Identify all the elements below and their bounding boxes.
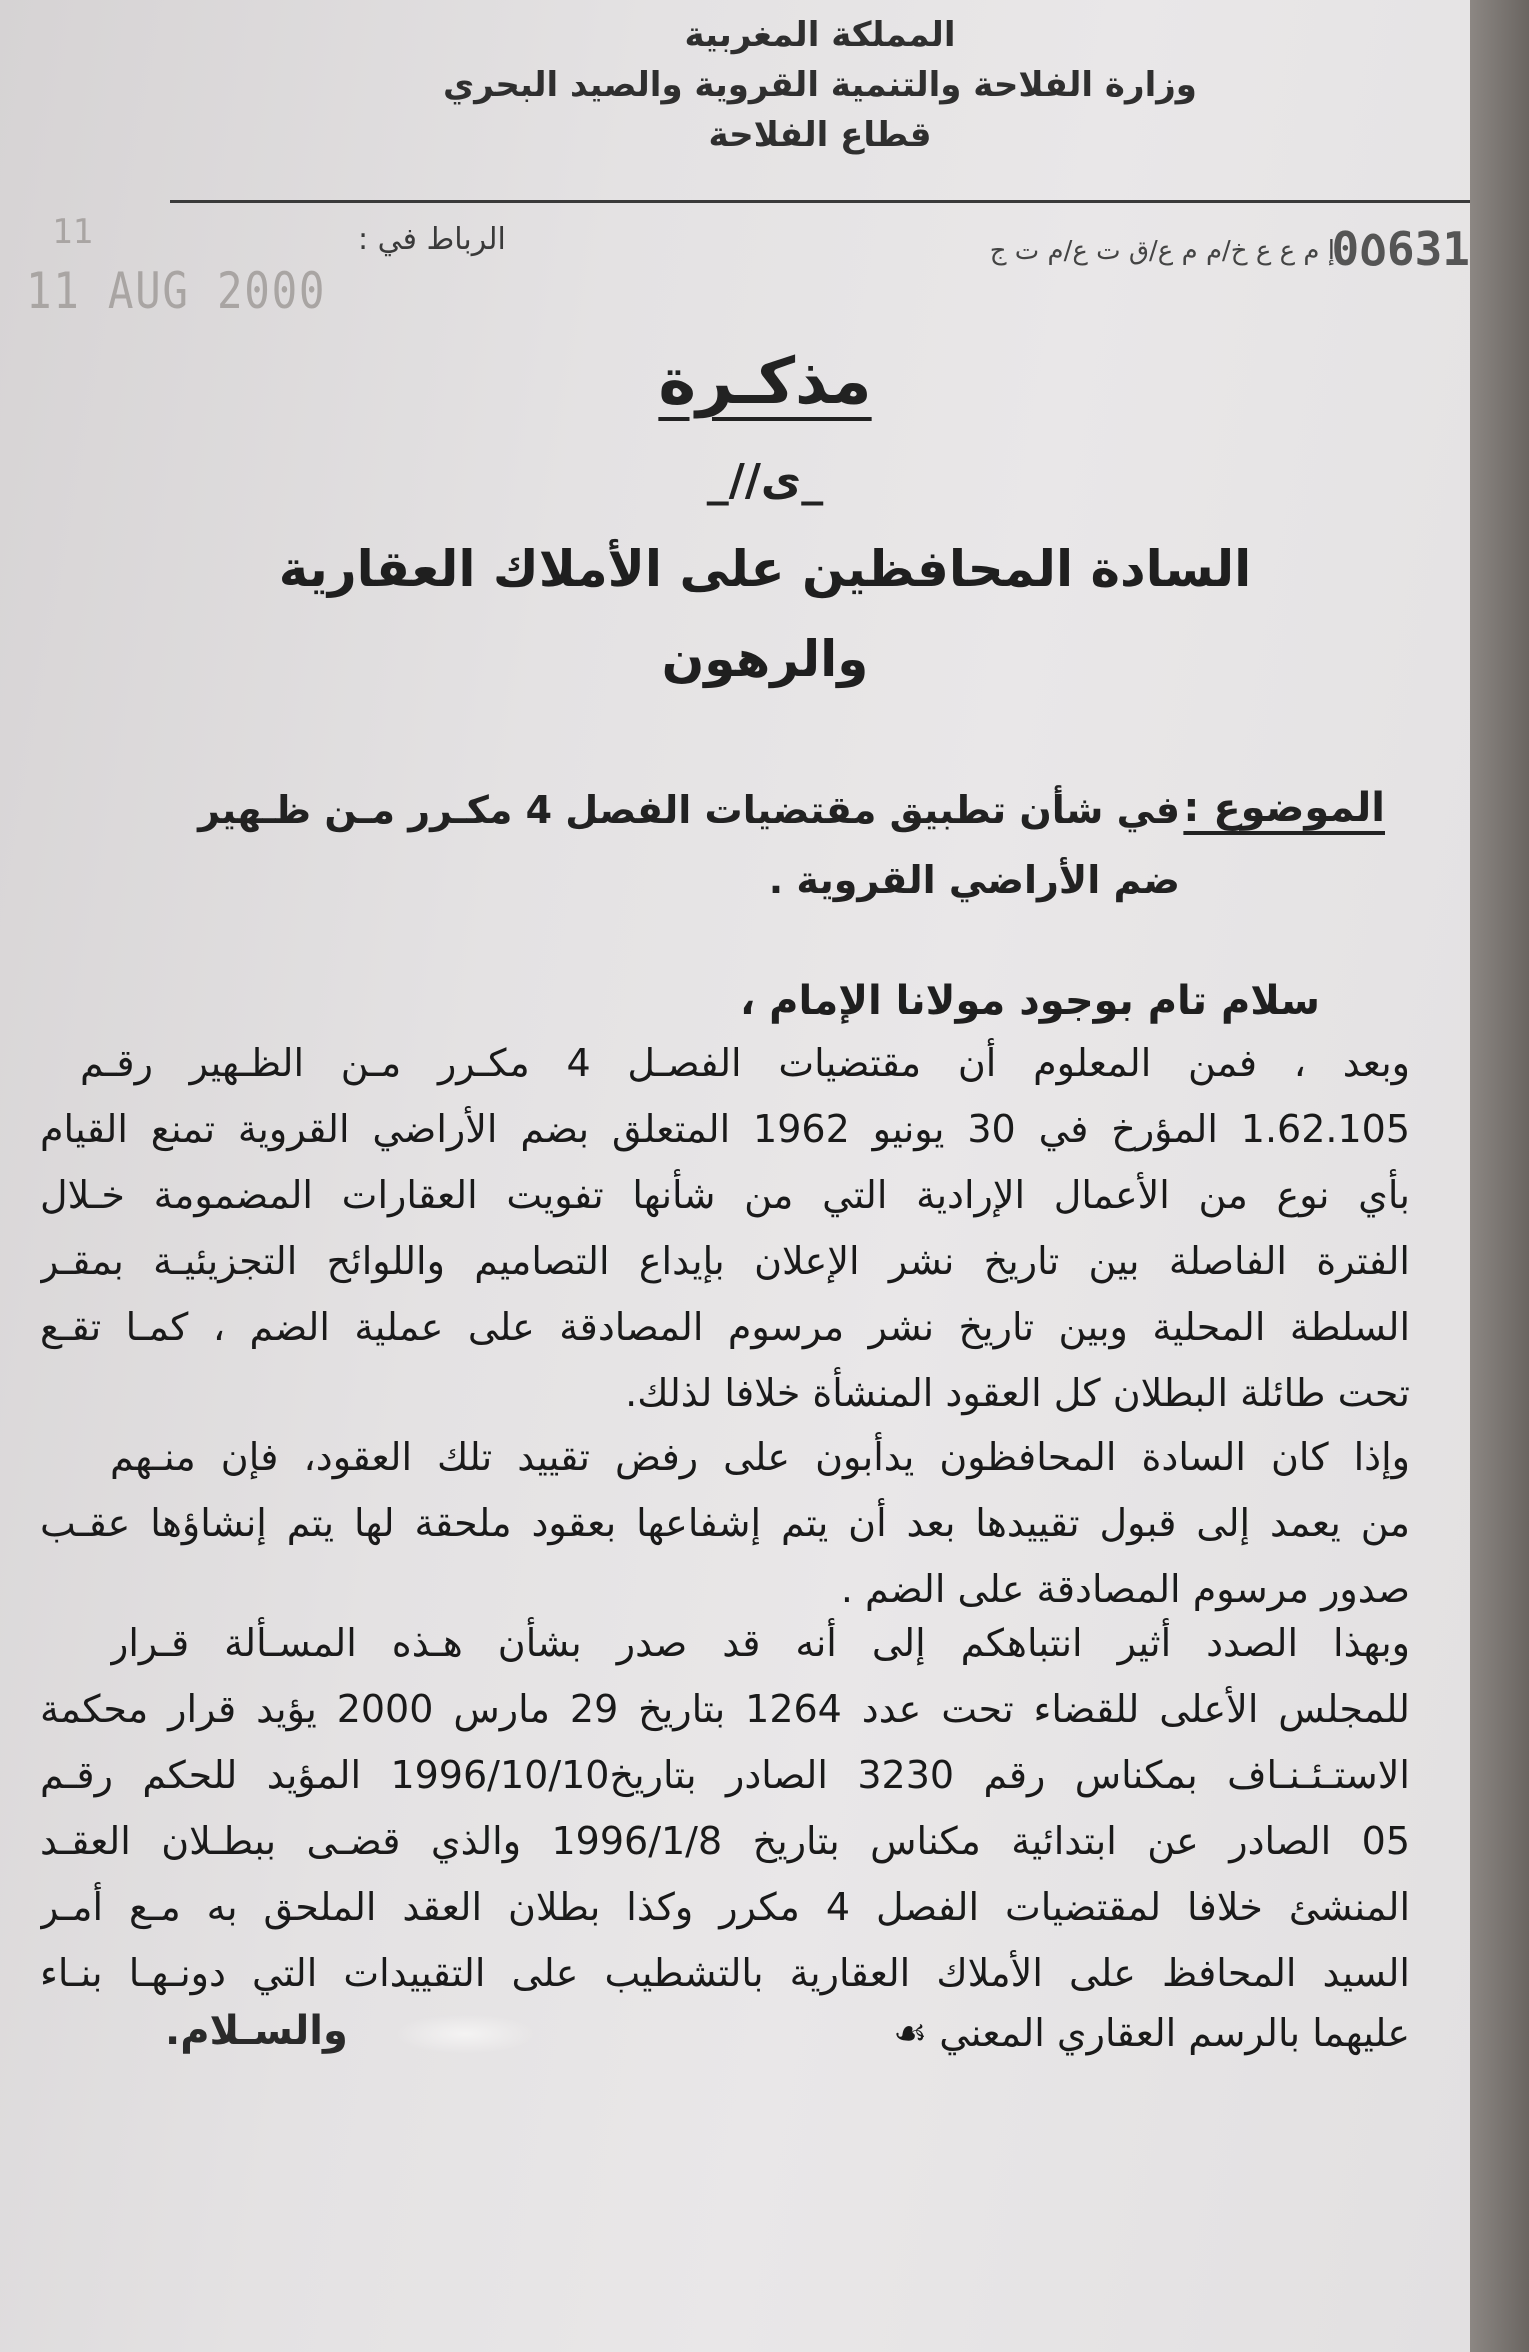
date-stamp: 11 AUG 2000: [26, 262, 327, 320]
body-line: الفترة الفاصلة بين تاريخ نشر الإعلان بإيداع التصاميم واللوائح التجزيئيـة بمقـر: [40, 1239, 1410, 1283]
body-line: بأي نوع من الأعمال الإرادية التي من شأنها تفويت العقارات المضمومة خـلال: [40, 1173, 1410, 1217]
body-line: عليهما بالرسم العقاري المعني ☙: [893, 2011, 1410, 2055]
place-date-label: الرباط في :: [358, 222, 506, 257]
kingdom-name: المملكة المغربية: [684, 15, 956, 55]
sector-name: قطاع الفلاحة: [708, 115, 932, 155]
background-edge: [1470, 0, 1529, 2352]
subject-label: الموضوع :: [1183, 785, 1385, 831]
body-line: من يعمد إلى قبول تقييدها بعد أن يتم إشفاعها بعقود ملحقة لها يتم إنشاؤها عقـب: [40, 1501, 1410, 1545]
closing-salutation: والسـلام.: [165, 2008, 348, 2054]
reference-number: 0٥631: [1331, 222, 1470, 276]
ministry-name: وزارة الفلاحة والتنمية القروية والصيد البحري: [443, 65, 1197, 105]
body-line: السيد المحافظ على الأملاك العقارية بالتشطيب على التقييدات التي دونـهـا بنـاء: [40, 1951, 1410, 1995]
subject-text-1: في شأن تطبيق مقتضيات الفصل 4 مكـرر مـن ظـهير: [198, 788, 1180, 832]
ink-smudge: [395, 2014, 535, 2054]
body-line: وبعد ، فمن المعلوم أن مقتضيات الفصـل 4 مكـرر مـن الظـهير رقـم: [80, 1041, 1410, 1085]
body-line: الاستـئـنـاف بمكناس رقم 3230 الصادر بتاريخ1996/10/10 المؤيد للحكم رقـم: [40, 1753, 1410, 1797]
memo-title-text: مذكـرة: [658, 345, 872, 419]
body-line: المنشئ خلافا لمقتضيات الفصل 4 مكرر وكذا بطلان العقد الملحق به مـع أمـر: [40, 1885, 1410, 1929]
memo-to: _//ى_: [706, 455, 824, 506]
body-line: وبهذا الصدد أثير انتباهكم إلى أنه قد صدر بشأن هـذه المسـألة قـرار: [110, 1621, 1410, 1665]
body-line: صدور مرسوم المصادقة على الضم .: [840, 1567, 1410, 1611]
body-line: السلطة المحلية وبين تاريخ نشر مرسوم المصادقة على عملية الضم ، كمـا تقـع: [40, 1305, 1410, 1349]
body-line: تحت طائلة البطلان كل العقود المنشأة خلافا لذلك.: [625, 1371, 1410, 1415]
stamp-mark: 11: [52, 212, 93, 252]
body-line: 05 الصادر عن ابتدائية مكناس بتاريخ 1996/1/8 والذي قضـى ببطـلان العقـد: [40, 1819, 1410, 1863]
memo-title: [0, 345, 1470, 419]
letterhead: [440, 10, 1200, 160]
addressee-line-1: السادة المحافظين على الأملاك العقارية: [278, 540, 1252, 598]
body-line: للمجلس الأعلى للقضاء تحت عدد 1264 بتاريخ 29 مارس 2000 يؤيد قرار محكمة: [40, 1687, 1410, 1731]
reference-code: إ م ع ع خ/م م ع/ق ت ع/م ت ج: [989, 236, 1335, 266]
body-line: 1.62.105 المؤرخ في 30 يونيو 1962 المتعلق بضم الأراضي القروية تمنع القيام: [40, 1107, 1410, 1151]
addressee-line-2: والرهون: [661, 630, 869, 688]
subject-text-2: ضم الأراضي القروية .: [768, 858, 1180, 902]
header-divider: [170, 200, 1470, 203]
body-line: وإذا كان السادة المحافظون يدأبون على رفض تقييد تلك العقود، فإن منـهم: [110, 1435, 1410, 1479]
greeting: سلام تام بوجود مولانا الإمام ،: [740, 978, 1320, 1024]
